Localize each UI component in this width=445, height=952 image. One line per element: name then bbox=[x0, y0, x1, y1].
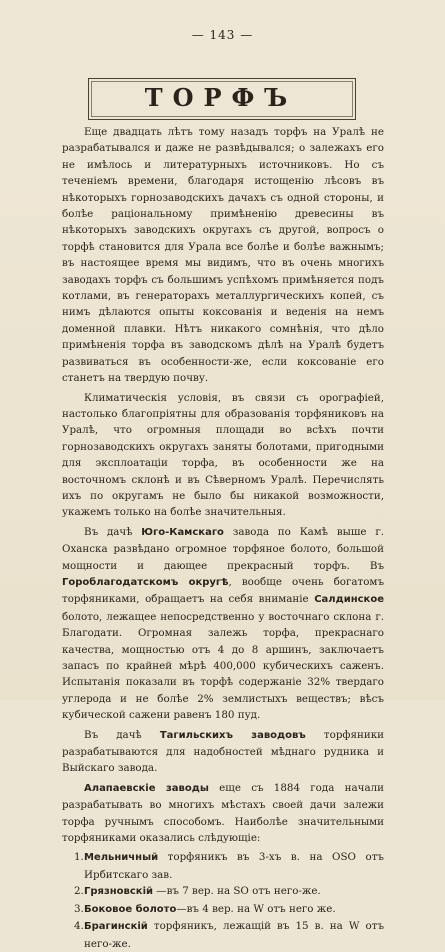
alapaevsky-name: Алапаевскіе заводы bbox=[84, 782, 209, 794]
p3-text-g: болото, лежащее непосредственно у восточнаго склона г. Благодати. Огромная залежь торфа, прекраснаго качества, мощностью отъ 4 до 8 аршинъ, заключаетъ запасъ по крайней мѣрѣ 400,000 кубическихъ саженъ. Испытанія показали въ торфѣ содержаніе 32% твердаго углерода и не болѣе 2% землистыхъ веществъ; вѣсъ кубической сажени равенъ 180 пуд. bbox=[62, 610, 384, 722]
list-item-name: Мельничный bbox=[84, 852, 159, 864]
yugo-kamsky-name: Юго-Камскаго bbox=[141, 526, 224, 538]
list-item-name: Грязновскій bbox=[84, 886, 154, 898]
peat-list bbox=[62, 849, 384, 951]
list-item bbox=[62, 918, 384, 952]
list-item-name: Боковое болото bbox=[84, 903, 177, 915]
goroblagodatsky-name: Гороблагодатскомъ округѣ bbox=[62, 576, 229, 588]
list-item-text: —въ 7 вер. на SO отъ него-же. bbox=[153, 885, 321, 898]
p4-text-c: торфяники разрабатываются для надобностей мѣднаго рудника и Выйскаго завода. bbox=[62, 728, 384, 775]
page-title: ТОРФЪ bbox=[144, 83, 298, 112]
list-item-text: торфяникъ въ 3-хъ в. на OSO отъ Ирбитскаго зав. bbox=[84, 851, 384, 881]
paragraph-5 bbox=[62, 780, 384, 847]
list-item bbox=[62, 883, 384, 900]
list-item-text: —въ 4 вер. на W отъ него же. bbox=[176, 902, 336, 915]
p4-text-a: Въ дачѣ bbox=[84, 728, 160, 741]
paragraph-3 bbox=[62, 524, 384, 724]
tagilsky-name: Тагильскихъ заводовъ bbox=[159, 729, 306, 741]
article-body bbox=[62, 124, 384, 952]
list-item-number: 3. bbox=[74, 902, 84, 915]
page-number: — 143 — bbox=[191, 28, 254, 42]
paragraph-4 bbox=[62, 727, 384, 777]
paragraph-1: Еще двадцать лѣтъ тому назадъ торфъ на Уралѣ не разрабатывался и даже не развѣдывался; о залежахъ его не имѣлось и литературныхъ источниковъ. Но съ теченіемъ времени, благодаря истощенію лѣсовъ въ нѣкоторыхъ горнозаводскихъ дачахъ съ одной стороны, и болѣе раціональному примѣненію древесины въ нѣкоторыхъ заводскихъ округахъ съ другой, вопросъ о торфѣ становится для Урала все болѣе и болѣе важнымъ; въ настоящее время мы видимъ, что въ очень многихъ заводахъ торфъ съ большимъ успѣхомъ примѣняется подъ котлами, въ генераторахъ металлургическихъ копей, съ нимъ дѣлаются опыты коксованія и веденія на немъ доменной плавки. Нѣтъ никакого сомнѣнія, что дѣло примѣненія торфа въ заводскомъ дѣлѣ на Уралѣ будетъ развиваться въ особенности-же, если коксованіе его станетъ на твердую почву. bbox=[62, 126, 384, 385]
list-item-number: 1. bbox=[74, 851, 84, 864]
p5-text-b: еще съ 1884 года начали разрабатывать во многихъ мѣстахъ своей дачи залежи торфа ручнымъ способомъ. Наиболѣе значительными торфяниками оказались слѣдующіе: bbox=[62, 781, 384, 845]
list-item-name: Брагинскій bbox=[84, 921, 148, 933]
p3-text-e: , вообще очень богатомъ торфяниками, обращаетъ на себя вниманіе bbox=[62, 575, 384, 606]
list-item bbox=[62, 849, 384, 883]
list-item-number: 4. bbox=[74, 920, 84, 933]
list-item bbox=[62, 901, 384, 918]
list-item-text: торфяникъ, лежащій въ 15 в. на W отъ него-же. bbox=[84, 920, 384, 950]
saldinskoe-name: Салдинское bbox=[314, 594, 384, 606]
p3-text-a: Въ дачѣ bbox=[84, 525, 142, 538]
paragraph-2: Климатическія условія, въ связи съ орографіей, настолько благопріятны для образованія торфяниковъ на Уралѣ, что огромныя площади во всѣхъ почти горнозаводскихъ округахъ заняты болотами, пригодными для эксплоатаціи торфа, въ особенности же на восточномъ склонѣ и въ Сѣверномъ Уралѣ. Перечислять ихъ по округамъ не было бы никакой возможности, укажемъ только на болѣе значительныя. bbox=[62, 391, 384, 519]
p3-text-c: завода по Камѣ выше г. Оханска развѣдано огромное торфяное болото, большой мощности и дающее прекрасный торфъ. Въ bbox=[62, 525, 385, 572]
list-item-number: 2. bbox=[74, 885, 84, 898]
